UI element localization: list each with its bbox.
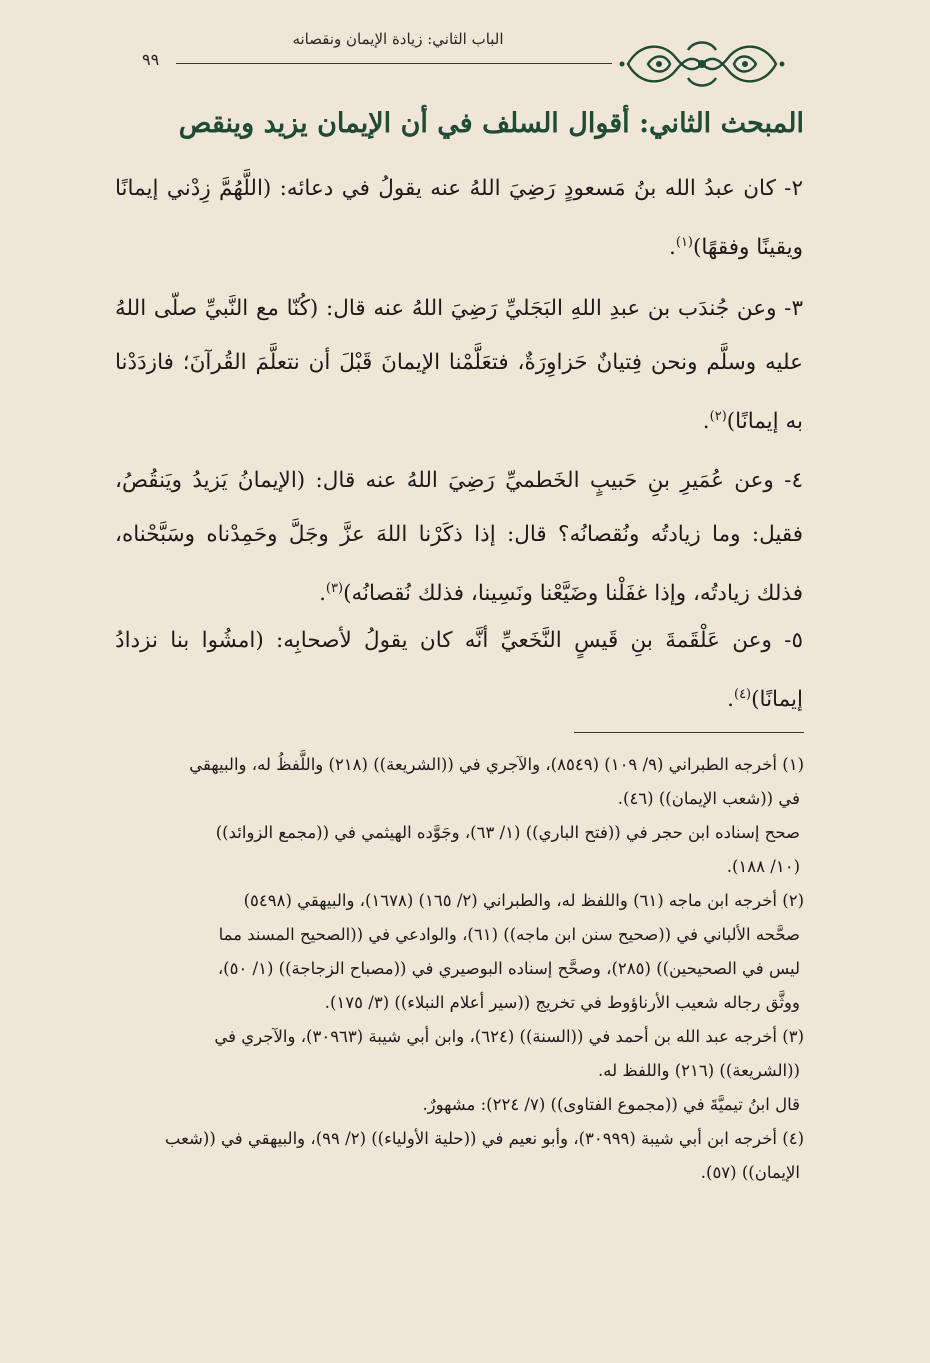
narration-paragraph-5 (115, 614, 803, 727)
footnote-1 (114, 748, 804, 884)
footnote-ref: (٤) (733, 687, 752, 702)
footnote-line: ليس في الصحيحين)) (٢٨٥)، وصحَّح إسناده البوصيري في ((مصباح الزجاجة)) (١/ ٥٠)، (217, 959, 800, 978)
section-title: المبحث الثاني: أقوال السلف في أن الإيمان يزيد وينقص (178, 108, 804, 139)
paragraph-line-text: به إيمانًا) (726, 409, 803, 435)
narration-paragraph-3 (115, 282, 803, 449)
paragraph-end-mark: . (669, 235, 676, 261)
running-title: الباب الثاني: زيادة الإيمان ونقصانه (292, 30, 504, 48)
footnote-separator (574, 732, 804, 733)
footnote-ref: (١) (675, 235, 693, 250)
footnote-line: ووثَّق رجاله شعيب الأرناؤوط في تخريج ((سير أعلام النبلاء)) (٣/ ١٧٥). (324, 993, 800, 1012)
footnote-line: قال ابنُ تيميَّةَ في ((مجموع الفتاوى)) (٧/ ٢٢٤): مشهورٌ. (422, 1095, 800, 1114)
footnote-line: (٢) أخرجه ابن ماجه (٦١) واللفظ له، والطبراني (٢/ ١٦٥) (١٦٧٨)، والبيهقي (٥٤٩٨) (243, 891, 804, 910)
footnote-2 (114, 884, 804, 1020)
narration-paragraph-2 (115, 162, 803, 275)
footnote-4 (114, 1122, 804, 1190)
footnote-line: (٤) أخرجه ابن أبي شيبة (٣٠٩٩٩)، وأبو نعيم في ((حلية الأولياء)) (٢/ ٩٩)، والبيهقي في ((شعب (164, 1129, 804, 1148)
paragraph-line-text: إيمانًا) (751, 687, 803, 713)
footnote-line: (٣) أخرجه عبد الله بن أحمد في ((السنة)) (٦٢٤)، وابن أبي شيبة (٣٠٩٦٣)، والآجري في (214, 1027, 804, 1046)
paragraph-end-mark: . (319, 581, 326, 607)
footnote-ref: (٢) (709, 409, 727, 424)
footnote-line: صحَّحه الألباني في ((صحيح سنن ابن ماجه)) (٦١)، والوادعي في ((الصحيح المسند مما (218, 925, 800, 944)
arabesque-ornament-icon (618, 36, 786, 92)
paragraph-line: عليه وسلَّم ونحن فِتيانٌ حَزاوِرَةٌ، فتعَلَّمْنا الإيمانَ قَبْلَ أن نتعلَّمَ القُرآنَ؛ فازدَدْنا (115, 350, 803, 375)
footnote-line: الإيمان)) (٥٧). (700, 1163, 800, 1182)
paragraph-line (115, 562, 803, 621)
footnote-3 (114, 1020, 804, 1122)
paragraph-line: ٥- وعن عَلْقَمةَ بنِ قَيسٍ النَّخَعيِّ أنَّه كان يقولُ لأصحابِه: (امشُوا بنا نزدادُ (115, 628, 803, 653)
paragraph-line: ٢- كان عبدُ الله بنُ مَسعودٍ رَضِيَ اللهُ عنه يقولُ في دعائه: (اللَّهُمَّ زِدْني إيمانًا (115, 176, 803, 201)
paragraph-end-mark: . (702, 409, 710, 435)
footnote-line: (١) أخرجه الطبراني (٩/ ١٠٩) (٨٥٤٩)، والآجري في ((الشريعة)) (٢١٨) واللَّفظُ له، والبيهقي (189, 755, 804, 774)
footnote-ref: (٣) (325, 581, 344, 596)
paragraph-line (115, 390, 803, 449)
paragraph-line: ٤- وعن عُمَيرِ بنِ حَبيبٍ الخَطميِّ رَضِيَ اللهُ عنه قال: (الإيمانُ يَزيدُ ويَنقُصُ، (115, 468, 803, 493)
footnote-line: (١٠/ ١٨٨). (726, 857, 800, 876)
footnote-line: صحح إسناده ابن حجر في ((فتح الباري)) (١/ ٦٣)، وجَوَّده الهيثمي في ((مجمع الزوائد)) (215, 823, 800, 842)
paragraph-line: ٣- وعن جُندَب بن عبدِ اللهِ البَجَليِّ رَضِيَ اللهُ عنه قال: (كُنّا مع النَّبيِّ صلّى اللهُ (115, 296, 803, 321)
paragraph-end-mark: . (727, 687, 734, 713)
paragraph-line (115, 668, 803, 727)
header-rule (176, 63, 612, 64)
paragraph-line-text: فذلك زيادتُه، وإذا غفَلْنا وضَيَّعْنا ونَسِينا، فذلك نُقصانُه) (343, 581, 803, 607)
page-number: ٩٩ (142, 50, 160, 69)
paragraph-line-text: ويقينًا وفقهًا) (693, 235, 803, 261)
paragraph-line (115, 216, 803, 275)
paragraph-line: فقيل: وما زيادتُه ونُقصانُه؟ قال: إذا ذكَرْنا اللهَ عزَّ وجَلَّ وحَمِدْناه وسَبَّحْناه، (115, 522, 803, 547)
footnote-line: في ((شعب الإيمان)) (٤٦). (617, 789, 800, 808)
narration-paragraph-4 (115, 454, 803, 621)
footnotes (114, 748, 804, 1190)
footnote-line: ((الشريعة)) (٢١٦) واللفظ له. (598, 1061, 800, 1080)
